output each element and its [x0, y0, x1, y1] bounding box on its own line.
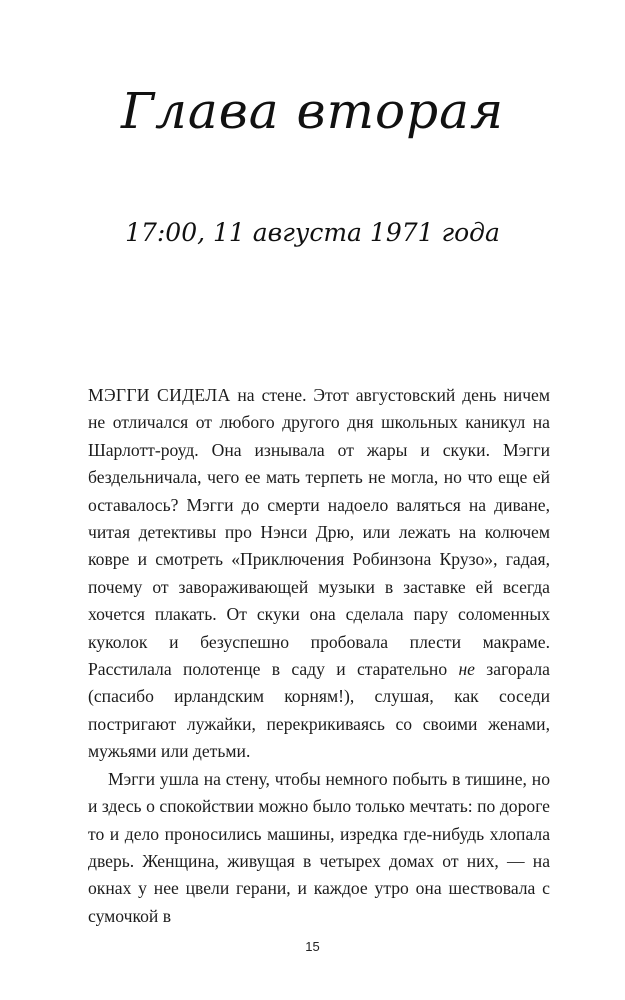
chapter-title: Глава вторая [120, 82, 505, 140]
page-number: 15 [305, 939, 320, 954]
emphasis-word: не [458, 659, 475, 680]
paragraph-1 [88, 382, 550, 766]
paragraph-1-text-b: загорала (спасибо ирландским корням!), слушая, как соседи постригают лужайки, перекрикиваясь со своими женами, мужьями или детьми. [88, 659, 550, 762]
body-text [88, 382, 550, 930]
paragraph-2: Мэгги ушла на стену, чтобы немного побыть в тишине, но и здесь о спокойствии можно было только мечтать: по дороге то и дело проносились машины, изредка где-нибудь хлопала дверь. Женщина, живущая в четырех домах от них, — на окнах у нее цвели герани, и каждое утро она шествовала с сумочкой в [88, 768, 550, 926]
paragraph-1-text-a: на стене. Этот августовский день ничем не отличался от любого другого дня школьных каникул на Шарлотт-роуд. Она изнывала от жары и скуки. Мэгги бездельничала, чего ее мать терпеть не могла, но что еще ей оставалось? Мэгги до смерти надоело валяться на диване, читая детективы про Нэнси Дрю, или лежать на колючем ковре и смотреть «Приключения Робинзона Крузо», гадая, почему от завораживающей музыки в заставке ей всегда хочется плакать. От скуки она сделала пару соломенных куколок и безуспешно пробовала плести макраме. Расстилала полотенце в саду и старательно [88, 385, 550, 680]
paragraph-lead-caps: МЭГГИ СИДЕЛА [88, 385, 231, 405]
chapter-date: 17:00, 11 августа 1971 года [125, 218, 500, 247]
